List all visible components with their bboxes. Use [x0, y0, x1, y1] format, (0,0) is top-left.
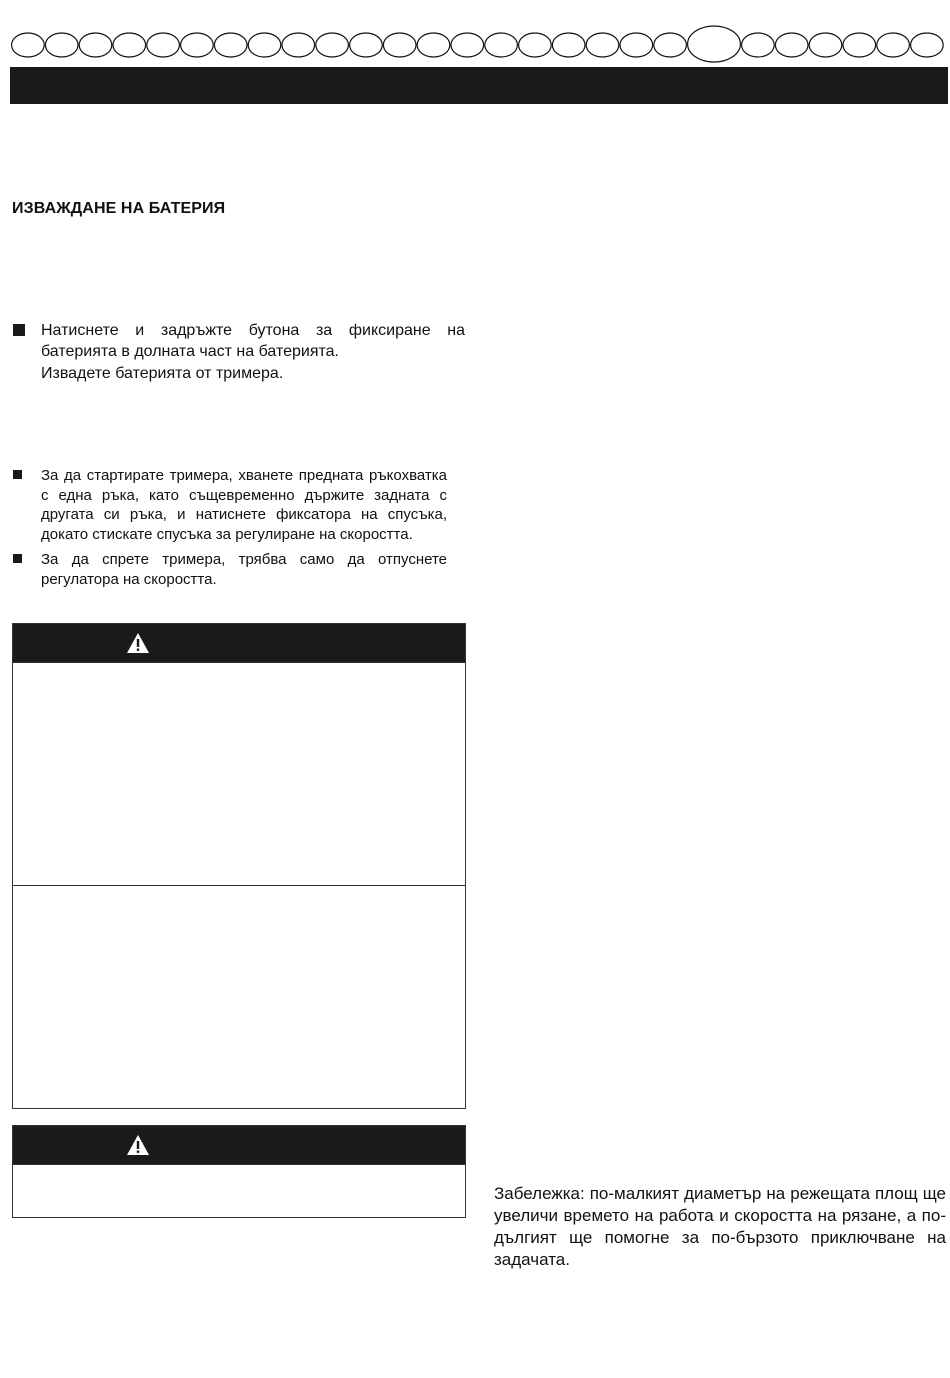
language-tab: [79, 33, 112, 57]
warning-box-2: [12, 1125, 466, 1218]
language-tab: [383, 33, 416, 57]
start-instruction: За да стартирате тримера, хванете предната ръкохватка с една ръка, като същевременно държите задната с другата си ръка, и натиснете фиксатора на спусъка, докато стискате спусъка за регулиране на скоростта.: [41, 467, 447, 543]
language-tab-ovals: [10, 25, 946, 65]
warning-divider: [13, 885, 465, 886]
section-title: ИЗВАЖДАНЕ НА БАТЕРИЯ: [12, 200, 226, 217]
language-tab: [248, 33, 281, 57]
language-tab: [809, 33, 842, 57]
language-tab: [113, 33, 146, 57]
language-tab: [350, 33, 383, 57]
stop-instruction: За да спрете тримера, трябва само да отпуснете регулатора на скоростта.: [41, 551, 447, 588]
language-tab: [282, 33, 315, 57]
bullet-square-icon: [13, 470, 22, 479]
language-tab: [620, 33, 653, 57]
list-item: [12, 550, 447, 589]
header-band: [10, 67, 948, 104]
language-tab: [316, 33, 349, 57]
bullet-square-icon: [13, 324, 25, 336]
list-item: [12, 320, 465, 362]
language-tab: [775, 33, 808, 57]
battery-removal-step: Натиснете и задръжте бутона за фиксиране на батерията в долната част на батерията.: [41, 322, 465, 360]
language-tab: [12, 33, 45, 57]
language-tab: [485, 33, 518, 57]
language-tabs: [10, 25, 946, 65]
operation-instructions: [12, 466, 447, 589]
language-tab: [451, 33, 484, 57]
language-tab: [519, 33, 552, 57]
language-tab: [877, 33, 910, 57]
language-tab: [586, 33, 619, 57]
warning-box: [12, 623, 466, 1109]
battery-removal-instructions: [12, 320, 465, 384]
bullet-square-icon: [13, 554, 22, 563]
list-item: [12, 466, 447, 544]
note-paragraph: Забележка: по-малкият диаметър на режещата площ ще увеличи времето на работа и скоростта на рязане, а по-дългият ще помогне за по-бързото приключване на задачата.: [494, 1184, 946, 1269]
warning-header: [13, 624, 465, 663]
language-tab: [417, 33, 450, 57]
language-tab: [742, 33, 775, 57]
language-tab: [552, 33, 585, 57]
battery-removal-followup: Извадете батерията от тримера.: [41, 365, 284, 382]
language-tab: [147, 33, 180, 57]
language-tab: [45, 33, 78, 57]
language-tab: [214, 33, 247, 57]
language-tab: [843, 33, 876, 57]
language-tab: [654, 33, 687, 57]
warning-triangle-icon: [126, 1134, 150, 1156]
language-tab: [181, 33, 214, 57]
language-tab-active: [688, 26, 741, 62]
warning-header: [13, 1126, 465, 1165]
language-tab: [911, 33, 944, 57]
warning-triangle-icon: [126, 632, 150, 654]
